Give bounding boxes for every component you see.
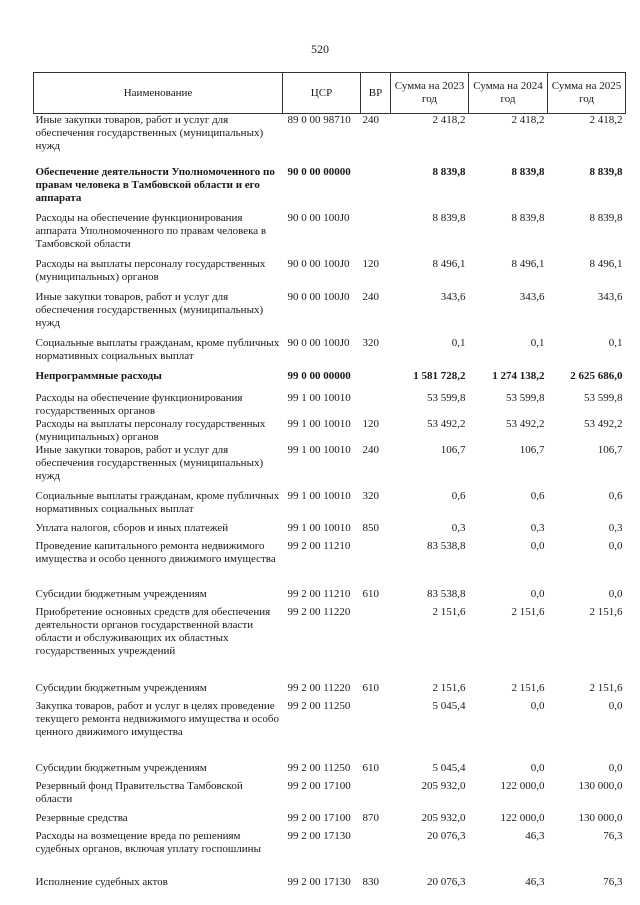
row-sum-2023: 20 076,3 xyxy=(427,875,466,888)
row-sum-2023: 0,3 xyxy=(451,521,466,534)
table-row xyxy=(34,212,626,258)
row-sum-2024: 0,6 xyxy=(530,489,545,502)
row-vr: 240 xyxy=(362,443,379,456)
row-sum-2025: 2 625 686,0 xyxy=(570,369,623,382)
table-row xyxy=(34,337,626,370)
row-name: Непрограммные расходы xyxy=(35,369,162,382)
row-csr: 99 1 00 10010 xyxy=(287,521,351,534)
row-name: Расходы на выплаты персоналу государственных (муниципальных) органов xyxy=(35,257,266,283)
row-sum-2024: 1 274 138,2 xyxy=(492,369,545,382)
row-sum-2025: 0,0 xyxy=(608,587,623,600)
row-sum-2023: 5 045,4 xyxy=(432,699,466,712)
row-csr: 99 2 00 17100 xyxy=(287,779,351,792)
row-sum-2024: 0,0 xyxy=(530,699,545,712)
row-name: Иные закупки товаров, работ и услуг для обеспечения государственных (муниципальных) нужд xyxy=(35,443,264,482)
header-name: Наименование xyxy=(34,73,283,114)
row-csr: 90 0 00 100J0 xyxy=(287,336,350,349)
row-sum-2025: 53 599,8 xyxy=(584,391,623,404)
row-sum-2023: 205 932,0 xyxy=(421,779,466,792)
row-sum-2024: 53 599,8 xyxy=(506,391,545,404)
header-sum-2024: Сумма на 2024 год xyxy=(469,73,548,114)
row-vr xyxy=(361,780,391,812)
table-body xyxy=(34,114,626,898)
table-row xyxy=(34,291,626,337)
row-sum-2025: 8 496,1 xyxy=(589,257,623,270)
row-sum-2025: 0,1 xyxy=(608,336,623,349)
row-name: Расходы на возмещение вреда по решениям судебных органов, включая уплату госпошлины xyxy=(35,829,261,855)
row-vr: 870 xyxy=(362,811,379,824)
row-sum-2025: 76,3 xyxy=(603,875,623,888)
table-row xyxy=(34,588,626,606)
row-sum-2024: 46,3 xyxy=(525,829,545,842)
row-vr xyxy=(361,606,391,682)
row-csr: 99 2 00 11220 xyxy=(287,681,351,694)
row-sum-2023: 8 839,8 xyxy=(432,165,466,178)
row-sum-2024: 343,6 xyxy=(519,290,545,303)
row-csr: 99 2 00 11250 xyxy=(287,699,351,712)
row-sum-2025: 2 151,6 xyxy=(589,681,623,694)
table-row xyxy=(34,780,626,812)
table-row xyxy=(34,606,626,682)
header-csr: ЦСР xyxy=(283,73,361,114)
table-row xyxy=(34,700,626,762)
row-name: Исполнение судебных актов xyxy=(35,875,168,888)
row-sum-2024: 106,7 xyxy=(519,443,545,456)
row-name: Иные закупки товаров, работ и услуг для обеспечения государственных (муниципальных) нужд xyxy=(35,114,264,152)
row-sum-2023: 2 151,6 xyxy=(432,681,466,694)
row-sum-2023: 2 151,6 xyxy=(432,605,466,618)
row-sum-2023: 0,6 xyxy=(451,489,466,502)
row-vr: 850 xyxy=(362,521,379,534)
row-vr xyxy=(361,540,391,588)
row-sum-2023: 5 045,4 xyxy=(432,761,466,774)
row-vr: 320 xyxy=(362,489,379,502)
row-name: Расходы на обеспечение функционирования аппарата Уполномоченного по правам человека в Тамбовской области xyxy=(35,211,267,250)
row-sum-2025: 0,6 xyxy=(608,489,623,502)
table-row xyxy=(34,490,626,522)
row-sum-2023: 8 496,1 xyxy=(432,257,466,270)
row-csr: 90 0 00 100J0 xyxy=(287,211,350,224)
table-row xyxy=(34,830,626,876)
row-csr: 90 0 00 100J0 xyxy=(287,290,350,303)
row-sum-2024: 8 839,8 xyxy=(511,211,545,224)
row-csr: 99 2 00 17130 xyxy=(287,875,351,888)
row-sum-2023: 2 418,2 xyxy=(432,114,466,126)
row-name: Иные закупки товаров, работ и услуг для обеспечения государственных (муниципальных) нужд xyxy=(35,290,264,329)
table-row xyxy=(34,166,626,212)
row-sum-2024: 2 151,6 xyxy=(511,605,545,618)
row-name: Резервные средства xyxy=(35,811,128,824)
row-csr: 99 2 00 11210 xyxy=(287,587,351,600)
row-csr: 99 1 00 10010 xyxy=(287,443,351,456)
row-sum-2024: 46,3 xyxy=(525,875,545,888)
row-sum-2025: 2 418,2 xyxy=(589,114,623,126)
row-csr: 99 2 00 17130 xyxy=(287,829,351,842)
table-row xyxy=(34,522,626,540)
budget-table xyxy=(33,72,626,898)
table-row xyxy=(34,114,626,166)
row-sum-2025: 0,3 xyxy=(608,521,623,534)
row-sum-2023: 83 538,8 xyxy=(427,587,466,600)
table-row xyxy=(34,682,626,700)
row-sum-2025: 76,3 xyxy=(603,829,623,842)
row-vr: 830 xyxy=(362,875,379,888)
row-sum-2023: 20 076,3 xyxy=(427,829,466,842)
table-row xyxy=(34,392,626,418)
row-name: Социальные выплаты гражданам, кроме публичных нормативных социальных выплат xyxy=(35,489,280,515)
row-sum-2024: 0,0 xyxy=(530,539,545,552)
row-vr xyxy=(361,370,391,392)
row-name: Субсидии бюджетным учреждениям xyxy=(35,681,207,694)
table-row xyxy=(34,812,626,830)
row-name: Субсидии бюджетным учреждениям xyxy=(35,761,207,774)
row-csr: 99 2 00 17100 xyxy=(287,811,351,824)
table-header-row xyxy=(34,73,626,114)
row-csr: 99 1 00 10010 xyxy=(287,489,351,502)
page-number: 520 xyxy=(311,42,329,56)
row-vr: 610 xyxy=(362,761,379,774)
row-sum-2023: 1 581 728,2 xyxy=(413,369,466,382)
row-sum-2024: 0,0 xyxy=(530,587,545,600)
header-sum-2023: Сумма на 2023 год xyxy=(391,73,469,114)
row-vr: 610 xyxy=(362,587,379,600)
row-vr xyxy=(361,392,391,418)
row-vr: 240 xyxy=(362,114,379,126)
row-sum-2023: 205 932,0 xyxy=(421,811,466,824)
table-row xyxy=(34,540,626,588)
row-sum-2024: 2 418,2 xyxy=(511,114,545,126)
row-csr: 90 0 00 00000 xyxy=(287,165,351,178)
row-name: Расходы на обеспечение функционирования государственных органов xyxy=(35,391,243,417)
header-vr: ВР xyxy=(361,73,391,114)
row-vr: 610 xyxy=(362,681,379,694)
row-sum-2024: 8 839,8 xyxy=(511,165,545,178)
row-sum-2023: 83 538,8 xyxy=(427,539,466,552)
row-csr: 90 0 00 100J0 xyxy=(287,257,350,270)
row-sum-2023: 0,1 xyxy=(451,336,466,349)
row-sum-2024: 2 151,6 xyxy=(511,681,545,694)
row-sum-2025: 130 000,0 xyxy=(578,811,623,824)
row-sum-2024: 122 000,0 xyxy=(500,811,545,824)
table-row xyxy=(34,444,626,490)
row-csr: 99 2 00 11250 xyxy=(287,761,351,774)
header-sum-2025: Сумма на 2025 год xyxy=(548,73,626,114)
row-sum-2023: 53 599,8 xyxy=(427,391,466,404)
row-sum-2025: 130 000,0 xyxy=(578,779,623,792)
row-sum-2025: 8 839,8 xyxy=(589,211,623,224)
row-csr: 99 1 00 10010 xyxy=(287,391,351,404)
table-row xyxy=(34,370,626,392)
row-sum-2025: 106,7 xyxy=(597,443,623,456)
row-vr xyxy=(361,700,391,762)
row-csr: 99 0 00 00000 xyxy=(287,369,351,382)
row-sum-2024: 122 000,0 xyxy=(500,779,545,792)
row-csr: 89 0 00 98710 xyxy=(287,114,351,126)
row-sum-2023: 53 492,2 xyxy=(427,417,466,430)
row-name: Социальные выплаты гражданам, кроме публичных нормативных социальных выплат xyxy=(35,336,280,362)
row-vr: 240 xyxy=(362,290,379,303)
row-sum-2025: 0,0 xyxy=(608,761,623,774)
row-vr xyxy=(361,166,391,212)
row-name: Уплата налогов, сборов и иных платежей xyxy=(35,521,229,534)
table-row xyxy=(34,876,626,898)
row-sum-2024: 8 496,1 xyxy=(511,257,545,270)
row-vr: 120 xyxy=(362,417,379,430)
row-sum-2025: 0,0 xyxy=(608,699,623,712)
table-row xyxy=(34,418,626,444)
row-sum-2025: 2 151,6 xyxy=(589,605,623,618)
row-sum-2024: 0,0 xyxy=(530,761,545,774)
row-name: Закупка товаров, работ и услуг в целях проведение текущего ремонта недвижимого имущества и особо ценного движимого имущества xyxy=(35,699,279,738)
row-sum-2025: 0,0 xyxy=(608,539,623,552)
row-name: Приобретение основных средств для обеспечения деятельности органов государственной власти области и обслуживающих их областных государственных учреждений xyxy=(35,605,271,657)
row-vr: 320 xyxy=(362,336,379,349)
row-sum-2024: 0,3 xyxy=(530,521,545,534)
row-sum-2025: 53 492,2 xyxy=(584,417,623,430)
row-vr xyxy=(361,212,391,258)
row-name: Проведение капитального ремонта недвижимого имущества и особо ценного движимого имущества xyxy=(35,539,276,565)
row-sum-2025: 343,6 xyxy=(597,290,623,303)
row-csr: 99 2 00 11220 xyxy=(287,605,351,618)
table-row xyxy=(34,762,626,780)
row-name: Расходы на выплаты персоналу государственных (муниципальных) органов xyxy=(35,417,266,443)
row-csr: 99 2 00 11210 xyxy=(287,539,351,552)
row-name: Субсидии бюджетным учреждениям xyxy=(35,587,207,600)
table-row xyxy=(34,258,626,291)
row-sum-2024: 53 492,2 xyxy=(506,417,545,430)
row-sum-2023: 106,7 xyxy=(440,443,466,456)
row-name: Обеспечение деятельности Уполномоченного по правам человека в Тамбовской области и его аппарата xyxy=(35,165,275,204)
row-name: Резервный фонд Правительства Тамбовской области xyxy=(35,779,243,805)
row-sum-2025: 8 839,8 xyxy=(589,165,623,178)
row-sum-2023: 8 839,8 xyxy=(432,211,466,224)
row-vr: 120 xyxy=(362,257,379,270)
row-csr: 99 1 00 10010 xyxy=(287,417,351,430)
row-sum-2023: 343,6 xyxy=(440,290,466,303)
row-sum-2024: 0,1 xyxy=(530,336,545,349)
row-vr xyxy=(361,830,391,876)
